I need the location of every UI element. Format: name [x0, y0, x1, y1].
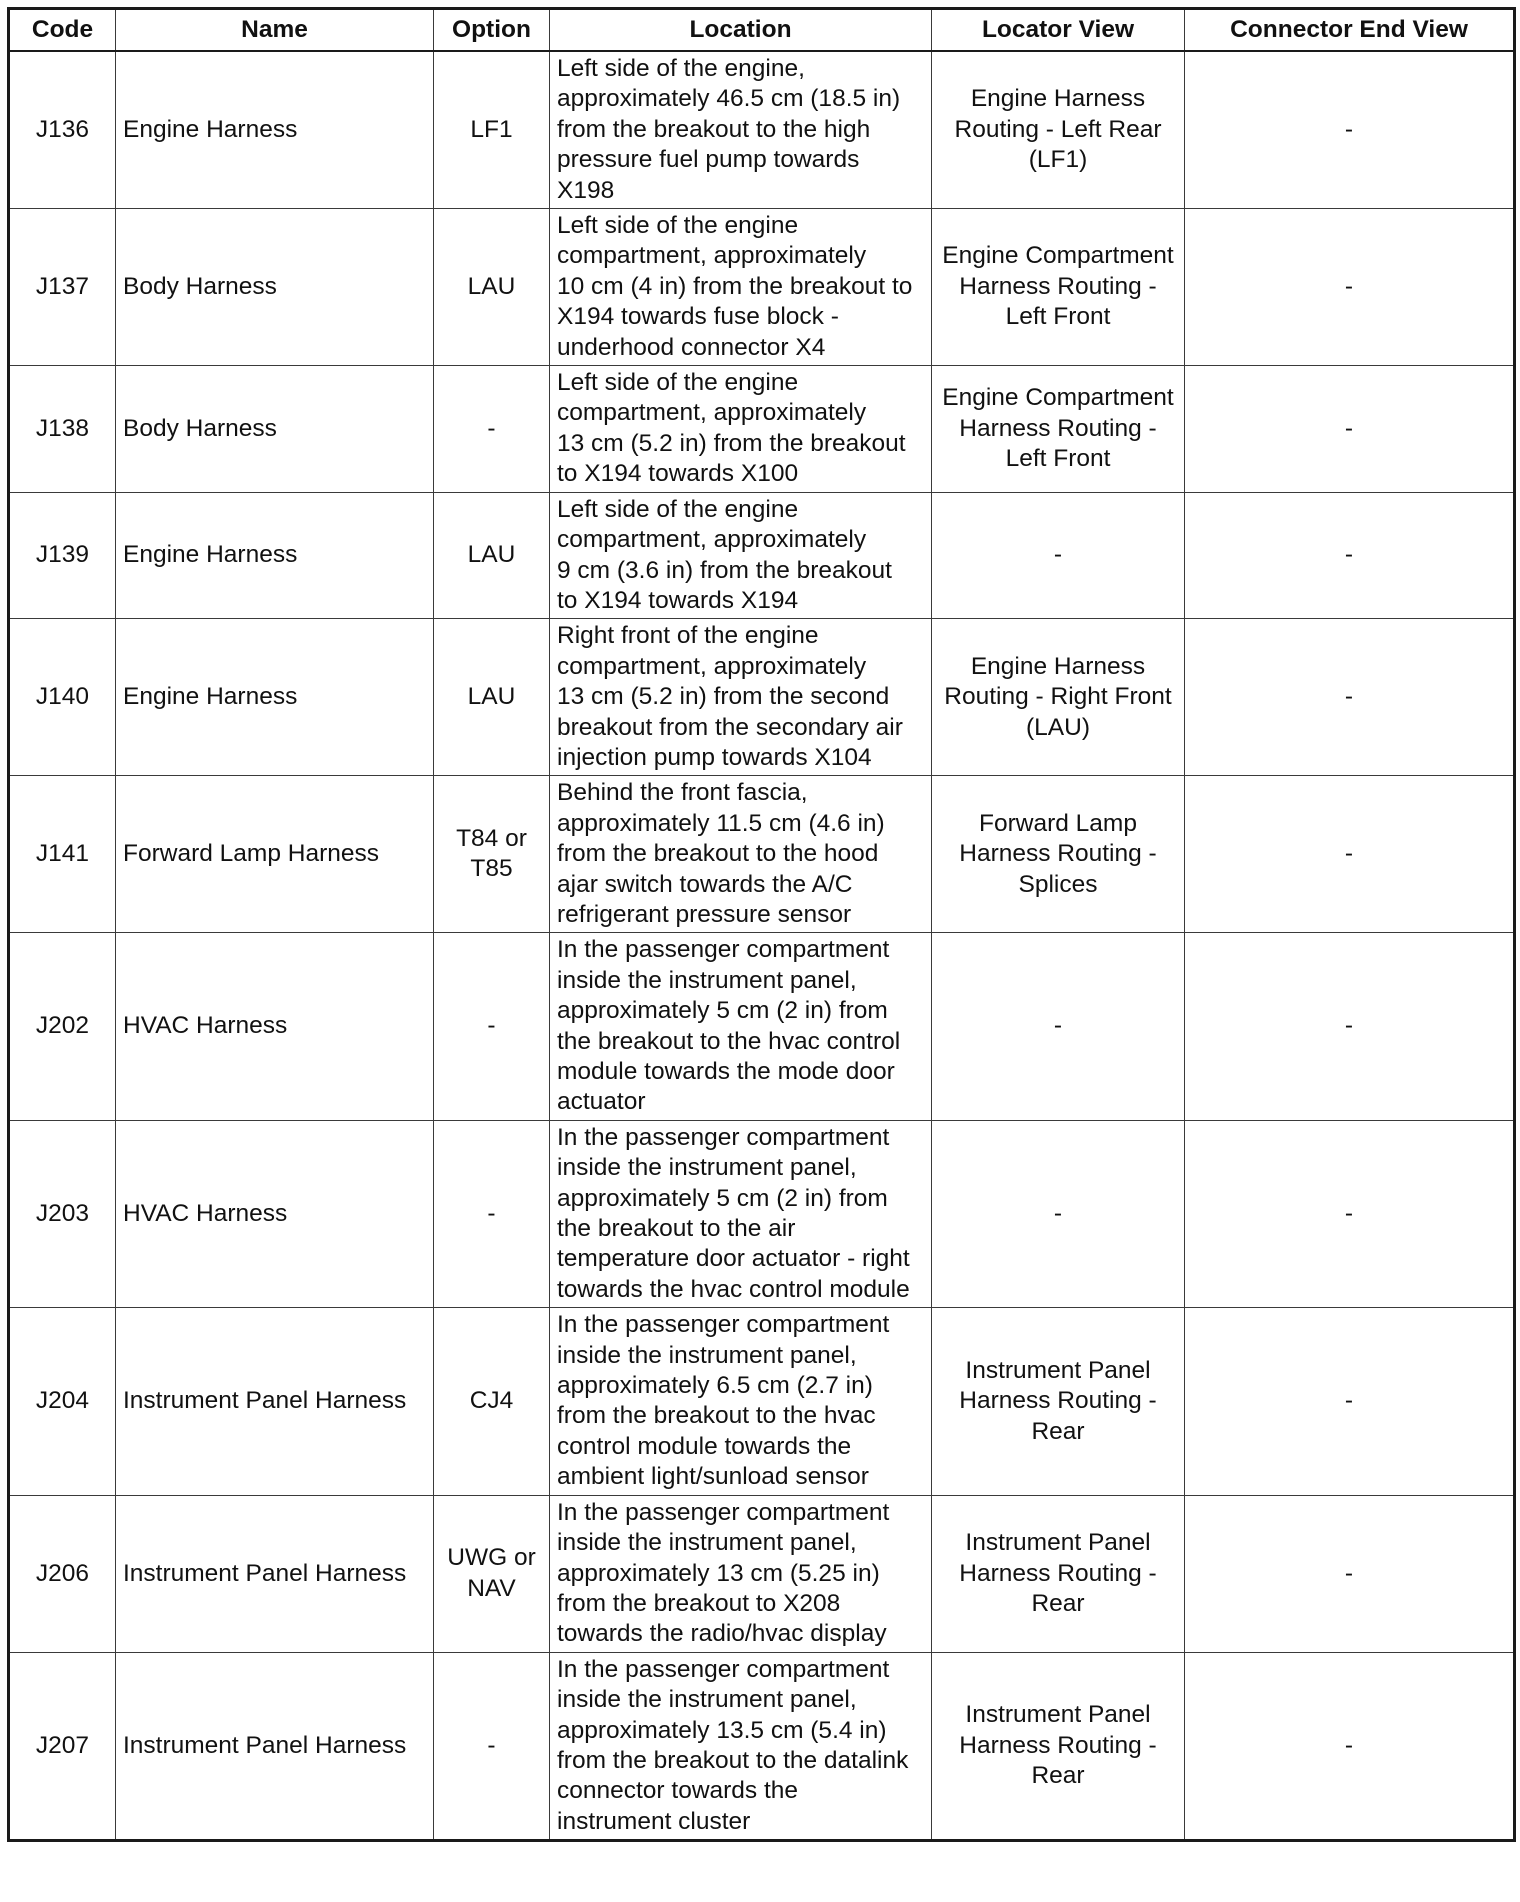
header-code: Code: [9, 9, 116, 52]
header-option: Option: [434, 9, 550, 52]
locator-view-cell-line: Engine Compartment: [942, 384, 1174, 412]
header-row: [9, 9, 1515, 52]
location-cell: [550, 366, 932, 493]
location-cell-line: from the breakout to the hvac: [557, 1402, 876, 1430]
location-cell-line: Behind the front fascia,: [557, 779, 808, 807]
table-row: [9, 366, 1515, 493]
splice-location-table: [7, 7, 1516, 1842]
location-cell: [550, 1120, 932, 1307]
name-cell: Instrument Panel Harness: [116, 1495, 434, 1652]
connector-end-view-cell: -: [1185, 776, 1515, 933]
locator-view-cell-line: Forward Lamp: [979, 809, 1137, 837]
locator-view-cell-line: Instrument Panel: [965, 1356, 1151, 1384]
location-cell-line: control module towards the: [557, 1432, 852, 1460]
table-row: [9, 933, 1515, 1120]
location-cell-line: to X194 towards X194: [557, 586, 799, 614]
locator-view-cell-line: Splices: [1018, 870, 1098, 898]
location-cell-line: underhood connector X4: [557, 333, 826, 361]
locator-view-cell-line: -: [1053, 1012, 1063, 1040]
table-row: [9, 1308, 1515, 1495]
option-cell-line: LF1: [470, 115, 513, 143]
location-cell-line: In the passenger compartment: [557, 1311, 890, 1339]
locator-view-cell-line: -: [1053, 541, 1063, 569]
connector-end-view-cell: -: [1185, 492, 1515, 619]
code-cell: J138: [9, 366, 116, 493]
location-cell-line: approximately 13.5 cm (5.4 in): [557, 1716, 887, 1744]
location-cell-line: In the passenger compartment: [557, 1498, 890, 1526]
table-row: [9, 1495, 1515, 1652]
location-cell-line: In the passenger compartment: [557, 936, 890, 964]
connector-end-view-cell: -: [1185, 1652, 1515, 1840]
location-cell-line: 13 cm (5.2 in) from the second: [557, 683, 890, 711]
name-cell: Engine Harness: [116, 492, 434, 619]
header-locator-view: Locator View: [932, 9, 1185, 52]
locator-view-cell-line: (LF1): [1028, 146, 1088, 174]
connector-end-view-cell: -: [1185, 366, 1515, 493]
code-cell: J136: [9, 51, 116, 209]
table-row: [9, 1652, 1515, 1840]
location-cell-line: from the breakout to the hood: [557, 840, 879, 868]
location-cell-line: compartment, approximately: [557, 526, 867, 554]
location-cell-line: refrigerant pressure sensor: [557, 900, 852, 928]
connector-end-view-cell: -: [1185, 209, 1515, 366]
location-cell-line: inside the instrument panel,: [557, 1529, 857, 1557]
locator-view-cell-line: Harness Routing -: [959, 414, 1157, 442]
option-cell-line: -: [487, 414, 496, 442]
locator-view-cell-line: Engine Harness: [970, 85, 1146, 113]
location-cell-line: Left side of the engine,: [557, 55, 805, 82]
locator-view-cell-line: Harness Routing -: [959, 1731, 1157, 1759]
code-cell: J139: [9, 492, 116, 619]
location-cell-line: inside the instrument panel,: [557, 966, 857, 994]
option-cell: [434, 1120, 550, 1307]
code-cell: J206: [9, 1495, 116, 1652]
location-cell: [550, 1308, 932, 1495]
locator-view-cell: [932, 209, 1185, 366]
location-cell: [550, 51, 932, 209]
table-body: [9, 51, 1515, 1841]
connector-end-view-cell: -: [1185, 1495, 1515, 1652]
locator-view-cell: [932, 776, 1185, 933]
location-cell-line: module towards the mode door: [557, 1058, 895, 1085]
locator-view-cell: [932, 366, 1185, 493]
location-cell-line: X194 towards fuse block -: [557, 303, 839, 331]
location-cell-line: In the passenger compartment: [557, 1123, 890, 1151]
locator-view-cell-line: Instrument Panel: [965, 1701, 1151, 1729]
code-cell: J203: [9, 1120, 116, 1307]
option-cell-line: T85: [470, 855, 513, 883]
locator-view-cell: [932, 492, 1185, 619]
location-cell-line: approximately 5 cm (2 in) from: [557, 997, 888, 1025]
locator-view-cell-line: Left Front: [1005, 445, 1111, 473]
location-cell: [550, 209, 932, 366]
header-name: Name: [116, 9, 434, 52]
table-row: [9, 1120, 1515, 1307]
location-cell-line: the breakout to the air: [557, 1215, 796, 1243]
connector-end-view-cell: -: [1185, 619, 1515, 776]
name-cell: HVAC Harness: [116, 933, 434, 1120]
locator-view-cell: [932, 1120, 1185, 1307]
location-cell-line: from the breakout to the high: [557, 115, 871, 143]
locator-view-cell-line: (LAU): [1026, 713, 1090, 741]
name-cell: Body Harness: [116, 209, 434, 366]
name-cell: Engine Harness: [116, 619, 434, 776]
location-cell-line: approximately 46.5 cm (18.5 in): [557, 85, 901, 113]
header-location: Location: [550, 9, 932, 52]
code-cell: J204: [9, 1308, 116, 1495]
location-cell-line: Left side of the engine: [557, 212, 799, 240]
location-cell: [550, 1652, 932, 1840]
locator-view-cell-line: Harness Routing -: [959, 1387, 1157, 1415]
option-cell: [434, 933, 550, 1120]
connector-end-view-cell: -: [1185, 1120, 1515, 1307]
code-cell: J140: [9, 619, 116, 776]
name-cell: Instrument Panel Harness: [116, 1308, 434, 1495]
option-cell-line: CJ4: [469, 1387, 514, 1415]
location-cell-line: ajar switch towards the A/C: [557, 870, 853, 898]
location-cell-line: inside the instrument panel,: [557, 1341, 857, 1369]
name-cell: Engine Harness: [116, 51, 434, 209]
locator-view-cell-line: Harness Routing -: [959, 840, 1157, 868]
locator-view-cell: [932, 1308, 1185, 1495]
locator-view-cell-line: -: [1053, 1199, 1063, 1227]
location-cell-line: 9 cm (3.6 in) from the breakout: [557, 556, 892, 584]
location-cell-line: inside the instrument panel,: [557, 1154, 857, 1182]
location-cell-line: Left side of the engine: [557, 495, 799, 523]
option-cell-line: NAV: [467, 1574, 516, 1602]
location-cell-line: injection pump towards X104: [557, 743, 872, 771]
location-cell-line: compartment, approximately: [557, 242, 867, 270]
location-cell-line: pressure fuel pump towards: [557, 146, 860, 174]
option-cell-line: LAU: [467, 541, 516, 569]
table-row: [9, 209, 1515, 366]
option-cell-line: -: [487, 1731, 496, 1759]
location-cell-line: compartment, approximately: [557, 399, 867, 427]
locator-view-cell-line: Instrument Panel: [965, 1529, 1151, 1557]
locator-view-cell-line: Left Front: [1005, 303, 1111, 331]
location-cell-line: approximately 13 cm (5.25 in): [557, 1559, 880, 1587]
option-cell: [434, 776, 550, 933]
location-cell: [550, 492, 932, 619]
location-cell-line: X198: [557, 176, 615, 204]
location-cell-line: towards the hvac control module: [557, 1275, 910, 1303]
locator-view-cell: [932, 619, 1185, 776]
code-cell: J207: [9, 1652, 116, 1840]
location-cell-line: approximately 11.5 cm (4.6 in): [557, 809, 885, 837]
option-cell: [434, 209, 550, 366]
table-header: [9, 9, 1515, 52]
locator-view-cell-line: Rear: [1031, 1762, 1085, 1790]
location-cell-line: Left side of the engine: [557, 369, 799, 397]
option-cell-line: -: [487, 1199, 496, 1227]
option-cell: [434, 1495, 550, 1652]
option-cell: [434, 492, 550, 619]
name-cell: HVAC Harness: [116, 1120, 434, 1307]
location-cell-line: connector towards the: [557, 1777, 799, 1805]
table-row: [9, 51, 1515, 209]
location-cell-line: approximately 6.5 cm (2.7 in): [557, 1372, 873, 1400]
table-row: [9, 619, 1515, 776]
option-cell: [434, 51, 550, 209]
location-cell-line: Right front of the engine: [557, 622, 819, 650]
code-cell: J137: [9, 209, 116, 366]
location-cell-line: towards the radio/hvac display: [557, 1620, 887, 1648]
location-cell: [550, 1495, 932, 1652]
location-cell-line: approximately 5 cm (2 in) from: [557, 1184, 888, 1212]
table-row: [9, 776, 1515, 933]
option-cell: [434, 619, 550, 776]
location-cell: [550, 776, 932, 933]
location-cell: [550, 933, 932, 1120]
location-cell-line: to X194 towards X100: [557, 460, 799, 488]
option-cell-line: T84 or: [456, 824, 527, 852]
connector-end-view-cell: -: [1185, 51, 1515, 209]
locator-view-cell-line: Harness Routing -: [959, 1559, 1157, 1587]
code-cell: J202: [9, 933, 116, 1120]
connector-end-view-cell: -: [1185, 933, 1515, 1120]
header-connector-end-view: Connector End View: [1185, 9, 1515, 52]
option-cell-line: UWG or: [447, 1544, 536, 1572]
location-cell-line: In the passenger compartment: [557, 1655, 890, 1683]
locator-view-cell-line: Rear: [1031, 1417, 1085, 1445]
location-cell-line: 13 cm (5.2 in) from the breakout: [557, 429, 906, 457]
location-cell: [550, 619, 932, 776]
locator-view-cell: [932, 51, 1185, 209]
location-cell-line: breakout from the secondary air: [557, 713, 903, 741]
locator-view-cell: [932, 933, 1185, 1120]
locator-view-cell-line: Engine Compartment: [942, 242, 1174, 270]
name-cell: Forward Lamp Harness: [116, 776, 434, 933]
locator-view-cell-line: Routing - Right Front: [944, 683, 1172, 711]
location-cell-line: compartment, approximately: [557, 652, 867, 680]
table-row: [9, 492, 1515, 619]
location-cell-line: instrument cluster: [557, 1807, 751, 1835]
name-cell: Body Harness: [116, 366, 434, 493]
option-cell-line: LAU: [467, 683, 516, 711]
location-cell-line: 10 cm (4 in) from the breakout to: [557, 272, 913, 300]
name-cell: Instrument Panel Harness: [116, 1652, 434, 1840]
locator-view-cell: [932, 1495, 1185, 1652]
connector-end-view-cell: -: [1185, 1308, 1515, 1495]
option-cell: [434, 1652, 550, 1840]
option-cell-line: -: [487, 1012, 496, 1040]
location-cell-line: from the breakout to the datalink: [557, 1746, 909, 1774]
location-cell-line: actuator: [557, 1088, 646, 1116]
option-cell: [434, 1308, 550, 1495]
locator-view-cell: [932, 1652, 1185, 1840]
locator-view-cell-line: Routing - Left Rear: [954, 115, 1162, 143]
option-cell: [434, 366, 550, 493]
locator-view-cell-line: Rear: [1031, 1589, 1085, 1617]
location-cell-line: inside the instrument panel,: [557, 1686, 857, 1714]
location-cell-line: the breakout to the hvac control: [557, 1027, 901, 1055]
location-cell-line: ambient light/sunload sensor: [557, 1463, 869, 1491]
location-cell-line: temperature door actuator - right: [557, 1245, 910, 1273]
location-cell-line: from the breakout to X208: [557, 1589, 841, 1617]
code-cell: J141: [9, 776, 116, 933]
option-cell-line: LAU: [467, 272, 516, 300]
locator-view-cell-line: Engine Harness: [970, 652, 1146, 680]
locator-view-cell-line: Harness Routing -: [959, 272, 1157, 300]
